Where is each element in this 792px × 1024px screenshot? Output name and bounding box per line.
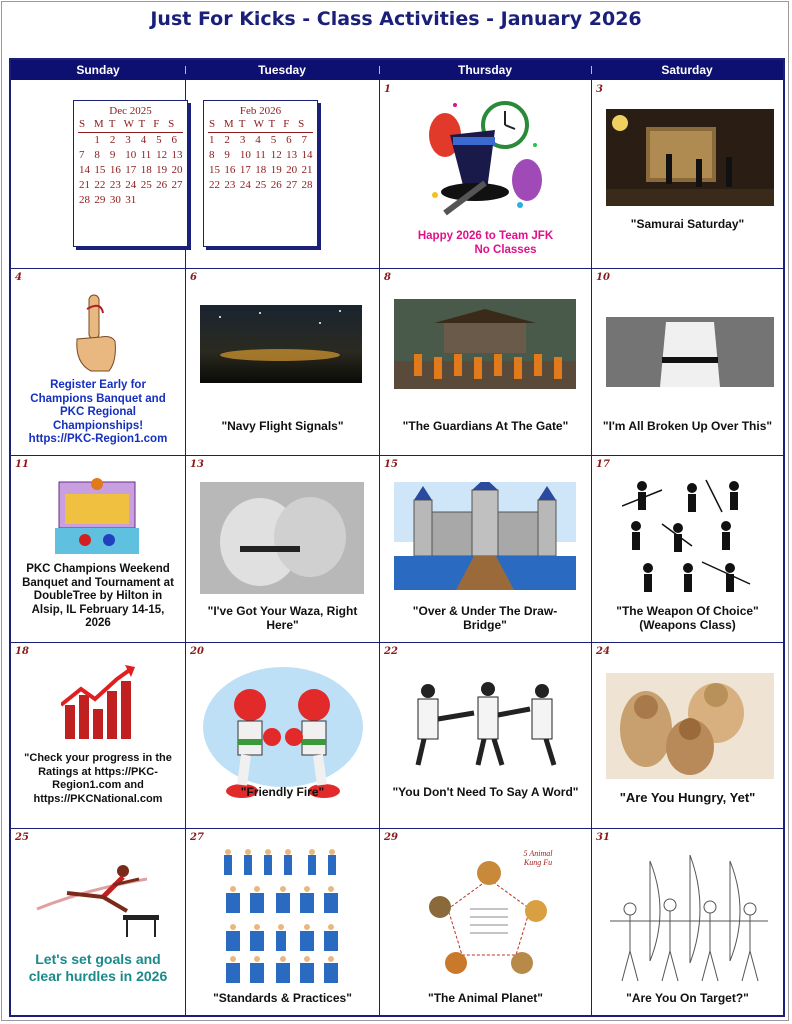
mini-calendar-week xyxy=(204,133,317,148)
date: 20 xyxy=(286,164,298,176)
day-cell-13 xyxy=(186,456,379,642)
day-caption: "Navy Flight Signals" xyxy=(221,419,344,433)
dow: F xyxy=(153,118,160,130)
date: 20 xyxy=(171,164,183,176)
day-caption: "I've Got Your Waza, Right Here" xyxy=(207,604,358,632)
date: 22 xyxy=(94,179,106,191)
date: 1 xyxy=(94,134,100,146)
day-caption: Let's set goals and clear hurdles in 2026 xyxy=(28,951,168,984)
date: 10 xyxy=(125,149,137,161)
date: 4 xyxy=(255,134,261,146)
date: 9 xyxy=(224,149,230,161)
day-cell-3 xyxy=(592,81,783,268)
day-number: 20 xyxy=(190,646,204,657)
image-label: 5 Animal Kung Fu xyxy=(523,849,553,867)
day-number: 15 xyxy=(384,459,398,470)
night-sky-photo xyxy=(200,305,362,383)
date: 21 xyxy=(79,179,90,191)
calendar-grid xyxy=(9,58,785,1017)
date xyxy=(79,133,94,148)
dow: M xyxy=(223,118,234,130)
date: 14 xyxy=(79,164,90,176)
day-caption: "I'm All Broken Up Over This" xyxy=(602,419,773,433)
day-cell-20 xyxy=(186,643,379,828)
day-number: 1 xyxy=(384,84,391,95)
monks-temple-photo xyxy=(394,299,576,389)
day-caption: "The Animal Planet" xyxy=(428,991,543,1005)
day-cell-11 xyxy=(11,456,185,642)
lions-photo xyxy=(606,673,774,779)
day-cell-27 xyxy=(186,829,379,1017)
karate-gi-photo xyxy=(606,317,774,391)
mini-calendar-dec xyxy=(73,100,188,247)
date: 14 xyxy=(301,149,313,161)
date: 15 xyxy=(94,164,106,176)
mini-calendar-week xyxy=(74,163,187,178)
dow: W xyxy=(253,118,264,130)
date: 24 xyxy=(125,179,137,191)
day-cell-31 xyxy=(592,829,783,1017)
day-cell-25 xyxy=(11,829,185,1017)
hurdler-icon xyxy=(27,859,169,939)
header-divider xyxy=(591,66,592,74)
date: 31 xyxy=(125,194,137,206)
day-cell-10 xyxy=(592,269,783,455)
day-number: 24 xyxy=(596,646,610,657)
day-cell-29 xyxy=(380,829,591,1017)
day-cell-17 xyxy=(592,456,783,642)
day-number: 6 xyxy=(190,272,197,283)
chart-arrow-icon xyxy=(61,665,135,743)
party-hat-clock-icon xyxy=(425,95,545,225)
date: 30 xyxy=(109,194,121,206)
header-saturday: Saturday xyxy=(591,60,783,80)
date: 23 xyxy=(109,179,121,191)
dow: F xyxy=(283,118,290,130)
day-caption: PKC Champions Weekend Banquet and Tournament at DoubleTree by Hilton in Alsip, IL February 14-15, 2026 xyxy=(22,563,174,629)
mini-calendar-week xyxy=(204,148,317,163)
day-cell-22 xyxy=(380,643,591,828)
date: 11 xyxy=(140,149,152,161)
day-number: 25 xyxy=(15,832,29,843)
date: 17 xyxy=(239,164,251,176)
day-caption: "Are You Hungry, Yet" xyxy=(619,790,756,805)
samurai-photo xyxy=(606,109,774,206)
day-number: 17 xyxy=(596,459,610,470)
date: 11 xyxy=(255,149,266,161)
mini-calendar-week xyxy=(74,178,187,193)
mini-calendar-week xyxy=(74,193,187,208)
date: 27 xyxy=(171,179,183,191)
header-sunday: Sunday xyxy=(11,60,185,80)
day-number: 10 xyxy=(596,272,610,283)
dow: S xyxy=(168,118,175,130)
day-caption: "Check your progress in the Ratings at https://PKC-Region1.com and https://PKCNational.com xyxy=(24,752,172,805)
day-cell-15 xyxy=(380,456,591,642)
day-caption: "The Weapon Of Choice" (Weapons Class) xyxy=(616,604,759,632)
day-caption: "Are You On Target?" xyxy=(626,991,749,1005)
dow: S xyxy=(79,118,86,130)
day-number: 31 xyxy=(596,832,610,843)
header-thursday: Thursday xyxy=(379,60,591,80)
date: 19 xyxy=(156,164,168,176)
day-cell-24 xyxy=(592,643,783,828)
mini-calendar-week xyxy=(204,178,317,193)
date: 16 xyxy=(224,164,236,176)
date: 8 xyxy=(209,149,215,161)
mini-calendar-week xyxy=(74,148,187,163)
date: 2 xyxy=(109,134,116,146)
date: 2 xyxy=(224,134,230,146)
mini-calendar-dow xyxy=(208,117,313,133)
day-number: 22 xyxy=(384,646,398,657)
day-caption: Happy 2026 to Team JFK xyxy=(417,230,554,242)
dow: M xyxy=(93,118,104,130)
date: 24 xyxy=(239,179,251,191)
day-cell-4 xyxy=(11,269,185,455)
dow: T xyxy=(268,118,276,130)
dow: S xyxy=(298,118,305,130)
date: 18 xyxy=(140,164,152,176)
date: 21 xyxy=(301,164,313,176)
date: 1 xyxy=(209,134,215,146)
date: 29 xyxy=(94,194,106,206)
dow: S xyxy=(209,118,216,130)
dow: T xyxy=(238,118,246,130)
page-title: Just For Kicks - Class Activities - January 2026 xyxy=(150,8,642,30)
date: 19 xyxy=(270,164,282,176)
podium-trophy-icon xyxy=(55,474,139,558)
karate-stances-icon xyxy=(220,849,346,985)
castle-drawbridge-icon xyxy=(394,482,576,590)
day-cell-1 xyxy=(380,81,591,268)
dow: T xyxy=(108,118,116,130)
date xyxy=(141,193,156,208)
date: 26 xyxy=(156,179,168,191)
karate-sparring-icon xyxy=(408,679,568,769)
archers-sketch-icon xyxy=(610,851,768,987)
mini-calendar-week xyxy=(204,163,317,178)
dow: W xyxy=(123,118,134,130)
day-cell-6 xyxy=(186,269,379,455)
waza-photo xyxy=(200,482,364,594)
day-number: 3 xyxy=(596,84,603,95)
date: 28 xyxy=(79,194,90,206)
date: 16 xyxy=(109,164,121,176)
date: 9 xyxy=(109,149,116,161)
day-caption: "The Guardians At The Gate" xyxy=(402,419,569,433)
day-number: 18 xyxy=(15,646,29,657)
date: 25 xyxy=(255,179,267,191)
date: 7 xyxy=(301,134,308,146)
date xyxy=(156,193,171,208)
boxers-icon xyxy=(202,665,364,805)
date: 26 xyxy=(270,179,282,191)
date: 27 xyxy=(286,179,298,191)
day-caption: "You Don't Need To Say A Word" xyxy=(392,785,579,799)
date: 6 xyxy=(286,134,292,146)
date: 3 xyxy=(239,134,246,146)
date: 5 xyxy=(156,134,162,146)
header-tuesday: Tuesday xyxy=(185,60,379,80)
day-caption: No Classes xyxy=(474,244,537,256)
day-caption: Register Early for Champions Banquet and PKC Regional Championships! https://PKC-Region1.com xyxy=(28,379,168,445)
date: 22 xyxy=(209,179,220,191)
date: 17 xyxy=(125,164,137,176)
day-number: 13 xyxy=(190,459,204,470)
date: 28 xyxy=(301,179,313,191)
date: 18 xyxy=(255,164,267,176)
date: 7 xyxy=(79,149,85,161)
day-caption: "Standards & Practices" xyxy=(213,991,352,1005)
day-cell-18 xyxy=(11,643,185,828)
weapons-silhouettes-icon xyxy=(622,476,752,594)
header-divider xyxy=(185,66,186,74)
day-caption: "Friendly Fire" xyxy=(240,785,325,799)
day-caption: "Over & Under The Draw-Bridge" xyxy=(412,604,558,632)
day-number: 11 xyxy=(15,459,29,470)
day-caption: "Samurai Saturday" xyxy=(630,217,745,231)
date: 13 xyxy=(171,149,183,161)
date: 8 xyxy=(94,149,100,161)
header-divider xyxy=(379,66,380,74)
day-number: 8 xyxy=(384,272,391,283)
mini-calendar-feb xyxy=(203,100,318,247)
day-number: 29 xyxy=(384,832,398,843)
date: 3 xyxy=(125,134,131,146)
mini-calendar-title: Dec 2025 xyxy=(109,105,152,117)
mini-calendar-dow xyxy=(78,117,183,133)
dow: T xyxy=(138,118,146,130)
five-animals-icon xyxy=(420,849,558,985)
mini-calendar-title: Feb 2026 xyxy=(239,105,282,117)
date: 5 xyxy=(270,134,277,146)
date: 15 xyxy=(209,164,220,176)
date: 13 xyxy=(286,149,298,161)
date: 6 xyxy=(171,134,178,146)
date: 10 xyxy=(239,149,251,161)
finger-string-icon xyxy=(71,291,121,373)
date xyxy=(172,193,187,208)
date: 12 xyxy=(270,149,282,161)
day-number: 4 xyxy=(15,272,22,283)
date: 12 xyxy=(156,149,168,161)
day-number: 27 xyxy=(190,832,204,843)
date: 23 xyxy=(224,179,236,191)
date: 25 xyxy=(140,179,152,191)
date: 4 xyxy=(140,134,147,146)
mini-calendar-week xyxy=(74,133,187,148)
day-cell-8 xyxy=(380,269,591,455)
